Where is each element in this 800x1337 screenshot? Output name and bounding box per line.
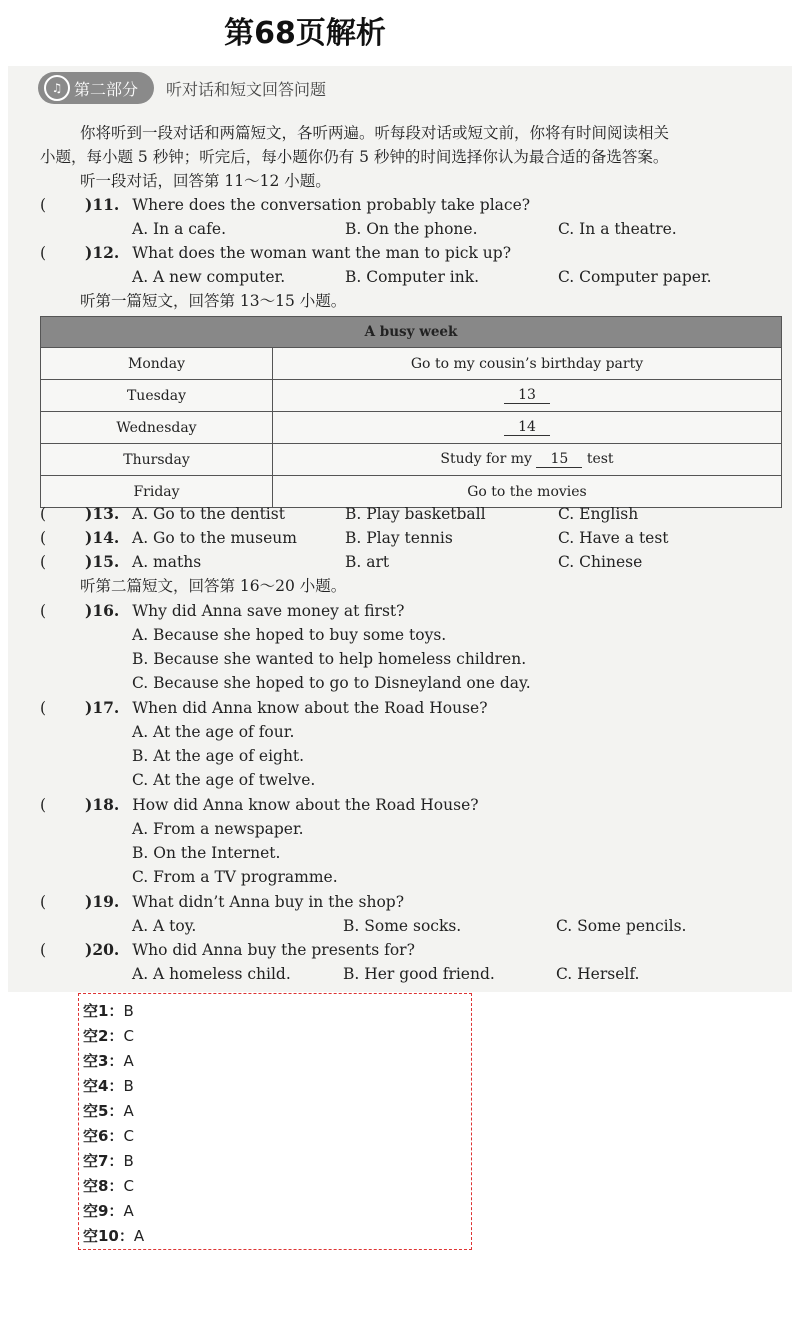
option: A. A homeless child. — [132, 965, 291, 983]
question-17 — [40, 697, 488, 719]
option: B. art — [345, 553, 390, 571]
table-cell-plan: Go to my cousin’s birthday party — [273, 348, 782, 380]
question-number: )17. — [85, 698, 120, 717]
option: C. From a TV programme. — [132, 868, 338, 886]
answer-value: C — [123, 1127, 134, 1145]
option: C. Because she hoped to go to Disneyland one day. — [132, 674, 531, 692]
option: C. Some pencils. — [556, 917, 687, 935]
blank-14: 14 — [504, 419, 550, 436]
table-cell-day: Friday — [41, 476, 273, 508]
option: C. At the age of twelve. — [132, 771, 316, 789]
passage-2-intro: 听第二篇短文，回答第 16～20 小题。 — [80, 577, 347, 595]
option: B. Play basketball — [345, 505, 486, 523]
answer-bracket: ( — [40, 196, 47, 214]
question-number: )14. — [85, 528, 120, 547]
question-number: )12. — [85, 243, 120, 262]
option: C. Computer paper. — [558, 268, 712, 286]
option: B. Play tennis — [345, 529, 453, 547]
answer-value: C — [123, 1177, 134, 1195]
option: C. In a theatre. — [558, 220, 677, 238]
answer-bracket: ( — [40, 941, 47, 959]
section-heading: 听对话和短文回答问题 — [166, 79, 327, 99]
answer-value: A — [123, 1052, 134, 1070]
answer-bracket: ( — [40, 796, 47, 814]
question-number: )15. — [85, 552, 120, 571]
plan-prefix: Study for my — [440, 451, 532, 467]
answer-value: C — [123, 1027, 134, 1045]
answer-label: 空7： — [83, 1152, 124, 1170]
instruction-line: 你将听到一段对话和两篇短文，各听两遍。听每段对话或短文前，你将有时间阅读相关 — [80, 124, 670, 142]
answer-key-box — [78, 993, 472, 1250]
option: B. Computer ink. — [345, 268, 480, 286]
answer-bracket: ( — [40, 505, 47, 523]
answer-label: 空9： — [83, 1202, 124, 1220]
answer-row — [83, 1075, 134, 1099]
answer-label: 空5： — [83, 1102, 124, 1120]
table-title: A busy week — [41, 317, 782, 348]
question-number: )13. — [85, 504, 120, 523]
answer-label: 空4： — [83, 1077, 124, 1095]
question-14 — [40, 527, 119, 549]
option: B. On the Internet. — [132, 844, 281, 862]
question-16 — [40, 600, 404, 622]
option: A. From a newspaper. — [132, 820, 304, 838]
answer-label: 空1： — [83, 1002, 124, 1020]
answer-value: A — [123, 1202, 134, 1220]
section-header — [38, 70, 326, 106]
instruction-line: 小题，每小题 5 秒钟；听完后，每小题你仍有 5 秒钟的时间选择你认为最合适的备选答案。 — [40, 148, 669, 166]
table-row — [41, 444, 782, 476]
section-badge — [38, 72, 154, 104]
option: A. In a cafe. — [132, 220, 227, 238]
question-number: )18. — [85, 795, 120, 814]
question-text: Who did Anna buy the presents for? — [132, 941, 415, 959]
option: A. A new computer. — [132, 268, 286, 286]
dialogue-intro: 听一段对话，回答第 11～12 小题。 — [80, 172, 331, 190]
table-cell-day: Thursday — [41, 444, 273, 476]
question-15 — [40, 551, 119, 573]
option: C. English — [558, 505, 639, 523]
question-20 — [40, 939, 415, 961]
table-cell-day: Monday — [41, 348, 273, 380]
question-text: When did Anna know about the Road House? — [132, 699, 488, 717]
option: B. On the phone. — [345, 220, 478, 238]
answer-row — [83, 1000, 134, 1024]
section-badge-label: 第二部分 — [74, 79, 139, 99]
option: B. Because she wanted to help homeless children. — [132, 650, 527, 668]
answer-bracket: ( — [40, 699, 47, 717]
question-number: )11. — [85, 195, 120, 214]
question-text: How did Anna know about the Road House? — [132, 796, 479, 814]
answer-row — [83, 1175, 134, 1199]
answer-label: 空6： — [83, 1127, 124, 1145]
answer-row — [83, 1050, 134, 1074]
answer-bracket: ( — [40, 244, 47, 262]
busy-week-table — [40, 316, 782, 508]
question-19 — [40, 891, 404, 913]
answer-row — [83, 1125, 134, 1149]
passage-1-intro: 听第一篇短文，回答第 13～15 小题。 — [80, 292, 347, 310]
answer-row — [83, 1100, 134, 1124]
answer-value: B — [123, 1002, 134, 1020]
answer-value: A — [133, 1227, 145, 1245]
option: A. maths — [132, 553, 202, 571]
table-row — [41, 412, 782, 444]
blank-15: 15 — [536, 451, 582, 468]
option: A. Because she hoped to buy some toys. — [132, 626, 447, 644]
table-cell-plan: Go to the movies — [273, 476, 782, 508]
answer-bracket: ( — [40, 553, 47, 571]
answer-row — [83, 1150, 134, 1174]
answer-row — [83, 1225, 144, 1249]
question-text: What didn’t Anna buy in the shop? — [132, 893, 405, 911]
answer-value: A — [123, 1102, 134, 1120]
table-cell-plan — [273, 444, 782, 476]
option: B. Her good friend. — [343, 965, 495, 983]
answer-bracket: ( — [40, 529, 47, 547]
question-13 — [40, 503, 119, 525]
option: C. Chinese — [558, 553, 643, 571]
option: C. Herself. — [556, 965, 640, 983]
plan-suffix: test — [586, 451, 614, 467]
answer-bracket: ( — [40, 893, 47, 911]
answer-label: 空8： — [83, 1177, 124, 1195]
answer-bracket: ( — [40, 602, 47, 620]
answer-label: 空3： — [83, 1052, 124, 1070]
headphones-icon: ♫ — [44, 75, 70, 101]
option: A. At the age of four. — [132, 723, 295, 741]
option: B. Some socks. — [343, 917, 462, 935]
option: B. At the age of eight. — [132, 747, 305, 765]
answer-row — [83, 1200, 134, 1224]
table-cell-plan — [273, 412, 782, 444]
option: C. Have a test — [558, 529, 669, 547]
table-cell-day: Tuesday — [41, 380, 273, 412]
question-number: )19. — [85, 892, 120, 911]
question-18 — [40, 794, 479, 816]
question-12 — [40, 242, 511, 264]
option: A. Go to the dentist — [132, 505, 285, 523]
question-number: )20. — [85, 940, 120, 959]
exercise-scan — [8, 66, 792, 992]
question-text: What does the woman want the man to pick up? — [132, 244, 512, 262]
table-row — [41, 380, 782, 412]
question-text: Why did Anna save money at first? — [132, 602, 405, 620]
table-cell-day: Wednesday — [41, 412, 273, 444]
table-cell-plan — [273, 380, 782, 412]
answer-value: B — [123, 1152, 134, 1170]
question-text: Where does the conversation probably take place? — [132, 196, 531, 214]
answer-label: 空10： — [83, 1227, 134, 1245]
blank-13: 13 — [504, 387, 550, 404]
answer-label: 空2： — [83, 1027, 124, 1045]
page-title: 第68页解析 — [224, 16, 386, 51]
table-row — [41, 348, 782, 380]
answer-value: B — [123, 1077, 134, 1095]
question-number: )16. — [85, 601, 120, 620]
option: A. Go to the museum — [132, 529, 297, 547]
question-11 — [40, 194, 530, 216]
option: A. A toy. — [132, 917, 197, 935]
answer-row — [83, 1025, 134, 1049]
